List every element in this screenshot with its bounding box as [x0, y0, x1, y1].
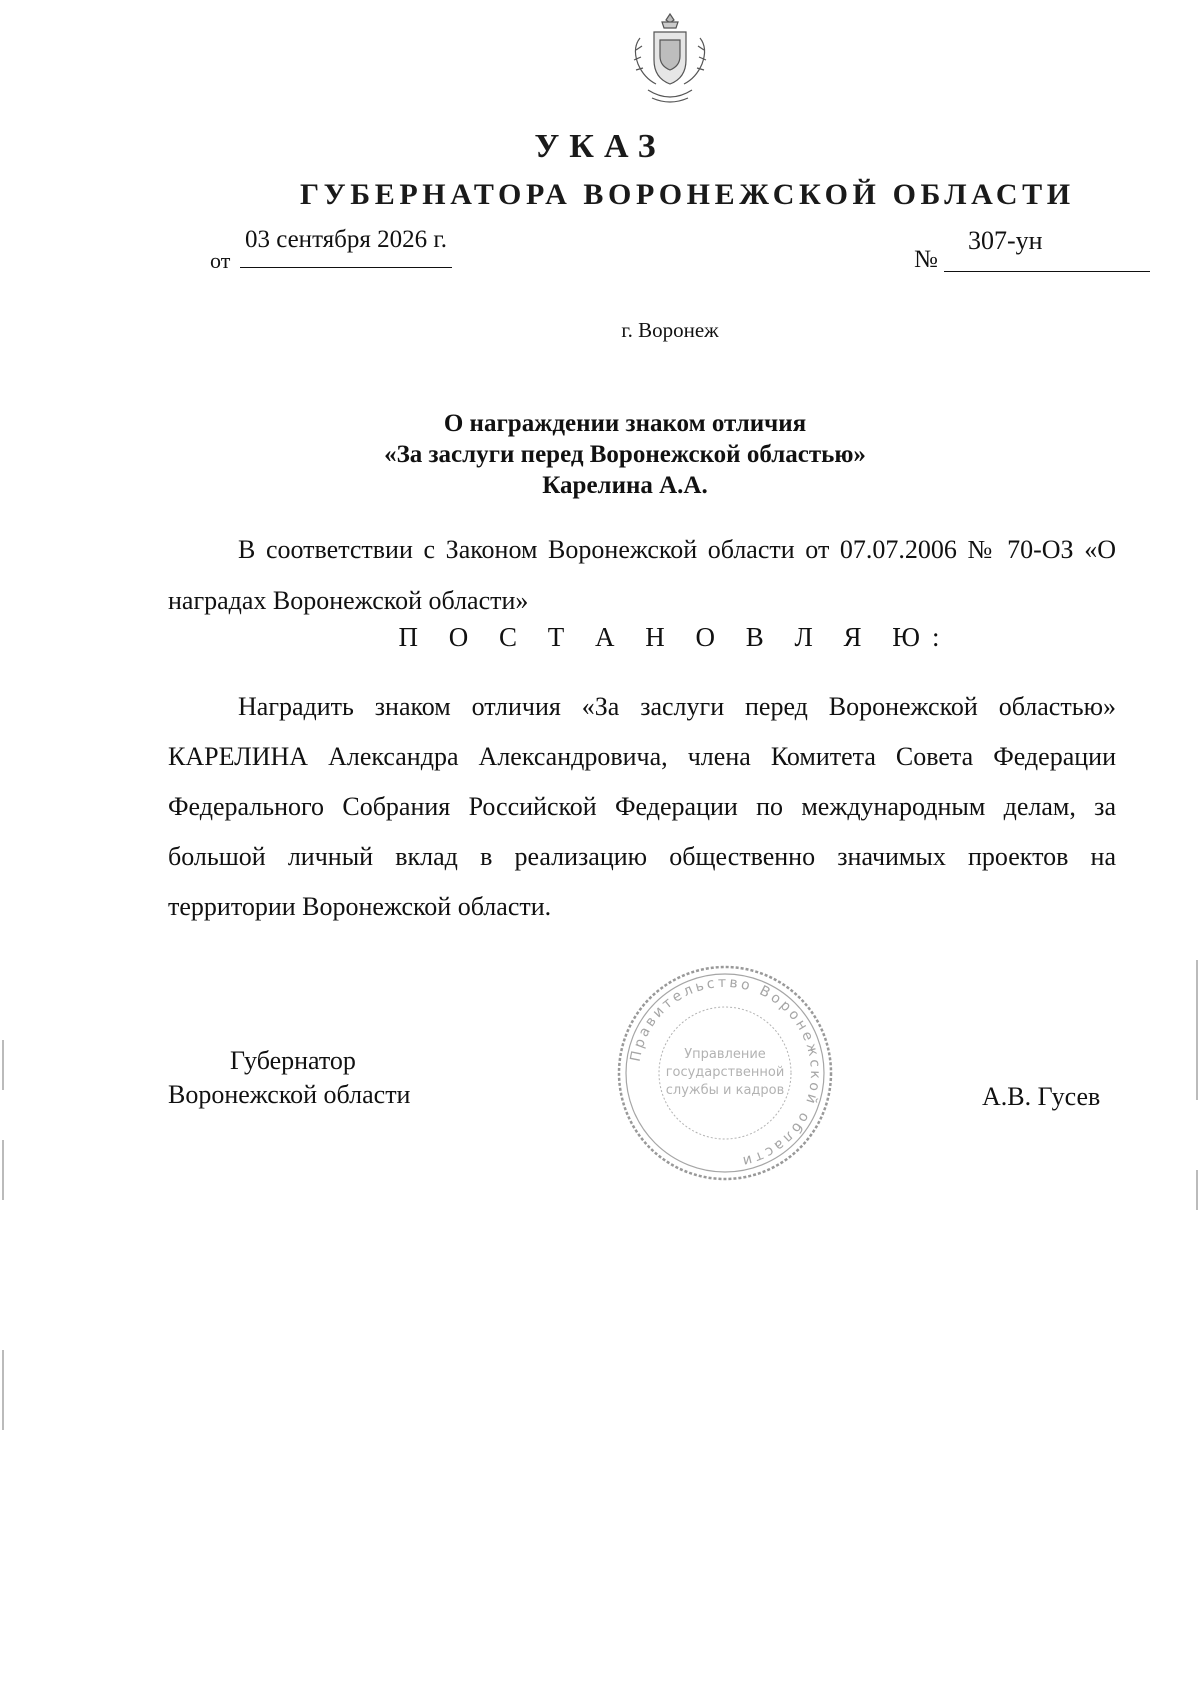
issue-city: г. Воронеж [621, 318, 719, 342]
stamp-center-line-2: государственной [665, 1065, 785, 1080]
date-label: от [210, 248, 231, 273]
stamp-center-line-3: службы и кадров [665, 1083, 785, 1098]
award-paragraph: Наградить знаком отличия «За заслуги перед Воронежской областью» КАРЕЛИНА Александра Александровича, члена Комитета Совета Федерации Федерального Собрания Российской Федерации по международным делам, за большой личный вклад в реализацию общественно значимых проектов на территории Воронежской области. [168, 692, 1116, 921]
scan-edge-mark [2, 1350, 4, 1430]
issuer-title: ГУБЕРНАТОРА ВОРОНЕЖСКОЙ ОБЛАСТИ [300, 178, 1075, 211]
number-label: № [914, 246, 938, 273]
scan-edge-mark [2, 1140, 4, 1200]
heading-line-2: «За заслуги перед Воронежской областью» [384, 441, 866, 468]
coat-of-arms-emblem [628, 10, 712, 110]
position-line-1: Губернатор [230, 1046, 356, 1075]
legal-basis-paragraph: В соответствии с Законом Воронежской области от 07.07.2006 № 70-ОЗ «О наградах Воронежской области» [168, 535, 1116, 615]
document-heading [0, 408, 1200, 501]
document-type-title: УКАЗ [534, 128, 666, 165]
decree-word: П О С Т А Н О В Л Я Ю: [398, 622, 952, 652]
official-stamp [614, 962, 836, 1184]
document-date: 03 сентября 2026 г. [240, 226, 452, 268]
scan-edge-mark [1196, 1170, 1198, 1210]
signatory-position [168, 1044, 410, 1112]
scan-edge-mark [1196, 960, 1198, 1100]
document-number: 307-ун [944, 226, 1150, 272]
stamp-ring-text: Правительство Воронежской области [627, 974, 824, 1170]
signer-name: А.В. Гусев [982, 1082, 1101, 1111]
position-line-2: Воронежской области [168, 1080, 411, 1109]
scan-edge-mark [2, 1040, 4, 1090]
heading-line-1: О награждении знаком отличия [443, 410, 807, 437]
heading-line-3: Карелина А.А. [542, 472, 708, 499]
stamp-center-line-1: Управление [684, 1047, 766, 1062]
